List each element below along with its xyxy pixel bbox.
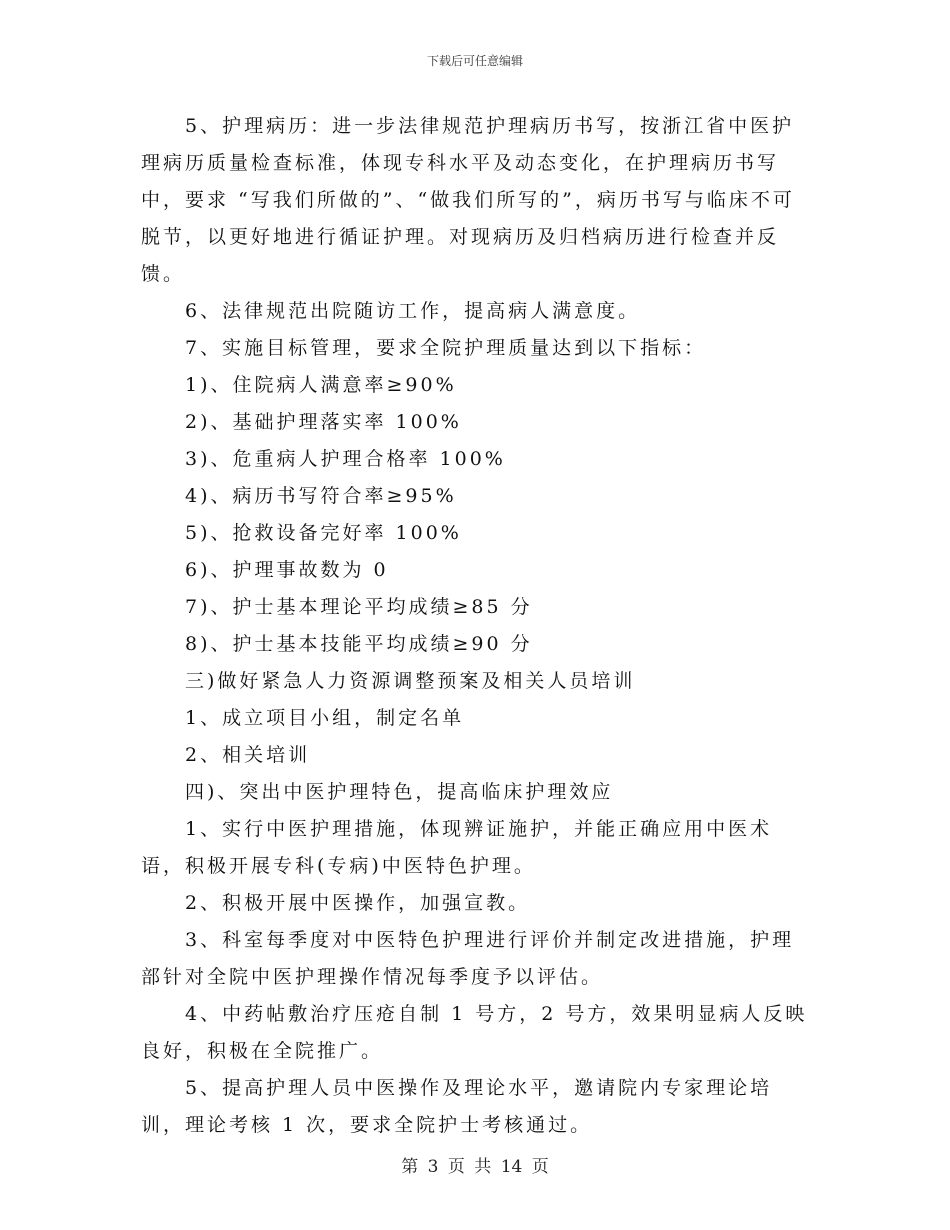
paragraph-medical-records: 5、护理病历：进一步法律规范护理病历书写，按浙江省中医护理病历质量检查标准，体现专科水平及动态变化，在护理病历书写中，要求 “写我们所做的”、“做我们所写的”，病历书写与临床不可脱节，以更好地进行循证护理。对现病历及归档病历进行检查并反馈。 [141,115,795,285]
section-heading-4: 四)、突出中医护理特色，提高临床护理效应 [185,781,614,803]
indicator-item: 2)、基础护理落实率 100% [185,411,462,433]
indicator-item: 5)、抢救设备完好率 100% [185,522,462,544]
indicator-item: 6)、护理事故数为 0 [185,559,389,581]
list-item: 2、相关培训 [185,744,311,766]
paragraph-herbal-plaster: 4、中药帖敷治疗压疮自制 1 号方，2 号方，效果明显病人反映良好，积极在全院推广。 [141,1003,808,1062]
paragraph-tcm-measures: 1、实行中医护理措施，体现辨证施护，并能正确应用中医术语，积极开展专科(专病)中医特色护理。 [141,818,773,877]
paragraph-training: 5、提高护理人员中医操作及理论水平，邀请院内专家理论培训，理论考核 1 次，要求全院护士考核通过。 [141,1077,773,1136]
paragraph-target-management: 7、实施目标管理，要求全院护理质量达到以下指标： [185,337,707,359]
paragraph-quarterly-evaluation: 3、科室每季度对中医特色护理进行评价并制定改进措施，护理部针对全院中医护理操作情况每季度予以评估。 [141,929,795,988]
document-body [141,108,813,1144]
page-header: 下载后可任意编辑 [426,54,523,68]
page-number: 第 3 页 共 14 页 [401,1157,549,1177]
indicator-item: 7)、护士基本理论平均成绩≥85 分 [185,596,533,618]
indicator-item: 8)、护士基本技能平均成绩≥90 分 [185,633,533,655]
paragraph-tcm-operations: 2、积极开展中医操作，加强宣教。 [185,892,531,914]
paragraph-followup: 6、法律规范出院随访工作，提高病人满意度。 [185,300,641,322]
list-item: 1、成立项目小组，制定名单 [185,707,465,729]
indicator-item: 1)、住院病人满意率≥90% [185,374,457,396]
section-heading-3: 三)做好紧急人力资源调整预案及相关人员培训 [185,670,636,692]
indicator-item: 3)、危重病人护理合格率 100% [185,448,506,470]
indicator-item: 4)、病历书写符合率≥95% [185,485,457,507]
